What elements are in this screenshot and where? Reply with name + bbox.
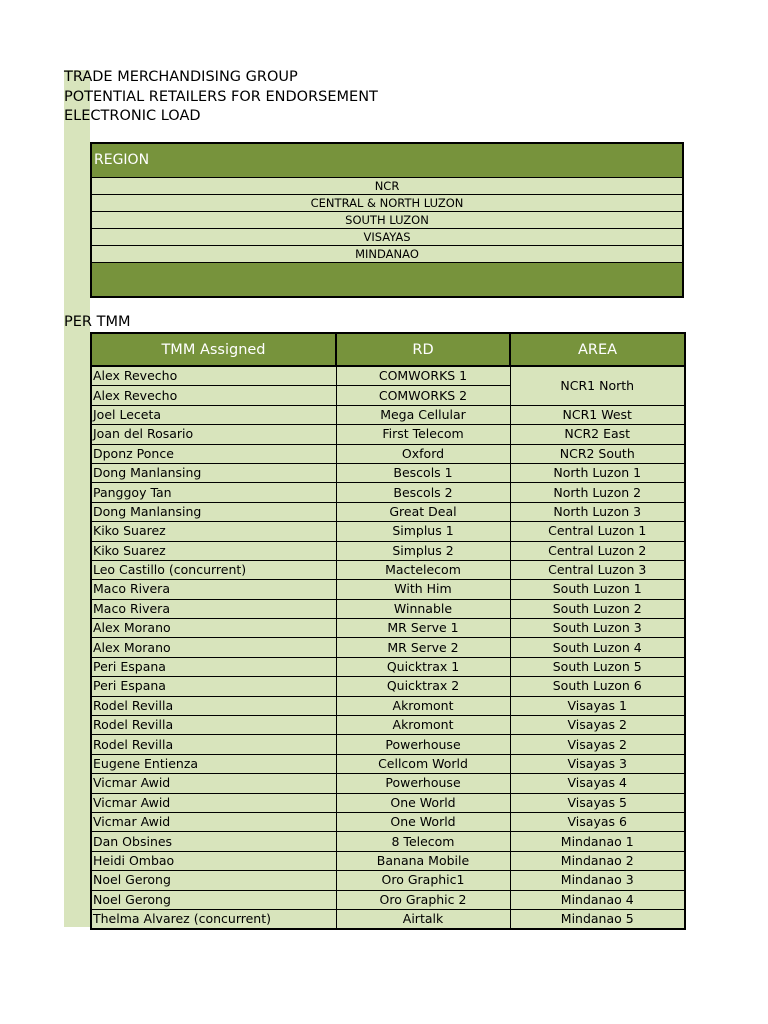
table-row xyxy=(91,463,685,482)
cell-tmm-assigned: Dponz Ponce xyxy=(91,444,336,463)
table-row xyxy=(91,502,685,521)
cell-tmm-assigned: Kiko Suarez xyxy=(91,522,336,541)
cell-area: South Luzon 5 xyxy=(510,657,685,676)
cell-area: NCR2 East xyxy=(510,425,685,444)
cell-rd: Simplus 1 xyxy=(336,522,510,541)
cell-rd: Quicktrax 2 xyxy=(336,677,510,696)
cell-rd: Akromont xyxy=(336,716,510,735)
region-row: SOUTH LUZON xyxy=(92,212,684,229)
cell-area: Mindanao 5 xyxy=(510,909,685,929)
cell-tmm-assigned: Maco Rivera xyxy=(91,580,336,599)
cell-area: Visayas 2 xyxy=(510,716,685,735)
cell-area: Mindanao 4 xyxy=(510,890,685,909)
table-row xyxy=(91,444,685,463)
left-accent-strip xyxy=(64,70,90,927)
cell-rd: Quicktrax 1 xyxy=(336,657,510,676)
table-row xyxy=(91,560,685,579)
title-line-3: ELECTRONIC LOAD xyxy=(64,108,201,124)
cell-tmm-assigned: Thelma Alvarez (concurrent) xyxy=(91,909,336,929)
table-row xyxy=(91,366,685,386)
cell-area: Visayas 2 xyxy=(510,735,685,754)
cell-tmm-assigned: Noel Gerong xyxy=(91,890,336,909)
cell-area: NCR1 North xyxy=(510,366,685,405)
region-row: MINDANAO xyxy=(92,246,684,263)
cell-rd: Bescols 1 xyxy=(336,463,510,482)
table-row xyxy=(91,619,685,638)
cell-area: Visayas 3 xyxy=(510,754,685,773)
region-row: CENTRAL & NORTH LUZON xyxy=(92,195,684,212)
cell-rd: Banana Mobile xyxy=(336,851,510,870)
table-row xyxy=(91,909,685,929)
cell-tmm-assigned: Noel Gerong xyxy=(91,871,336,890)
cell-rd: MR Serve 2 xyxy=(336,638,510,657)
cell-rd: Powerhouse xyxy=(336,735,510,754)
cell-tmm-assigned: Joel Leceta xyxy=(91,405,336,424)
cell-tmm-assigned: Kiko Suarez xyxy=(91,541,336,560)
cell-rd: Mactelecom xyxy=(336,560,510,579)
table-row xyxy=(91,657,685,676)
cell-area: Mindanao 2 xyxy=(510,851,685,870)
title-line-1: TRADE MERCHANDISING GROUP xyxy=(64,69,298,85)
cell-area: North Luzon 1 xyxy=(510,463,685,482)
cell-area: North Luzon 3 xyxy=(510,502,685,521)
cell-area: Visayas 6 xyxy=(510,812,685,831)
table-row xyxy=(91,832,685,851)
cell-rd: Winnable xyxy=(336,599,510,618)
table-row xyxy=(91,812,685,831)
table-row xyxy=(91,735,685,754)
table-row xyxy=(91,774,685,793)
table-row xyxy=(91,580,685,599)
table-row xyxy=(91,793,685,812)
region-table xyxy=(90,142,684,298)
header-rd: RD xyxy=(336,333,510,366)
cell-rd: Oxford xyxy=(336,444,510,463)
region-row: VISAYAS xyxy=(92,229,684,246)
cell-area: Mindanao 1 xyxy=(510,832,685,851)
header-tmm-assigned: TMM Assigned xyxy=(91,333,336,366)
cell-area: Mindanao 3 xyxy=(510,871,685,890)
cell-tmm-assigned: Heidi Ombao xyxy=(91,851,336,870)
cell-tmm-assigned: Peri Espana xyxy=(91,677,336,696)
cell-rd: Airtalk xyxy=(336,909,510,929)
cell-rd: One World xyxy=(336,812,510,831)
cell-tmm-assigned: Vicmar Awid xyxy=(91,774,336,793)
header-area: AREA xyxy=(510,333,685,366)
cell-rd: Oro Graphic1 xyxy=(336,871,510,890)
cell-area: South Luzon 3 xyxy=(510,619,685,638)
cell-rd: Cellcom World xyxy=(336,754,510,773)
cell-rd: Powerhouse xyxy=(336,774,510,793)
cell-area: South Luzon 1 xyxy=(510,580,685,599)
table-row xyxy=(91,851,685,870)
cell-rd: Great Deal xyxy=(336,502,510,521)
cell-tmm-assigned: Vicmar Awid xyxy=(91,793,336,812)
table-row xyxy=(91,483,685,502)
cell-tmm-assigned: Dan Obsines xyxy=(91,832,336,851)
cell-rd: Bescols 2 xyxy=(336,483,510,502)
cell-rd: 8 Telecom xyxy=(336,832,510,851)
cell-rd: MR Serve 1 xyxy=(336,619,510,638)
table-row xyxy=(91,405,685,424)
cell-area: Central Luzon 2 xyxy=(510,541,685,560)
cell-area: NCR2 South xyxy=(510,444,685,463)
cell-rd: COMWORKS 2 xyxy=(336,386,510,405)
title-line-2: POTENTIAL RETAILERS FOR ENDORSEMENT xyxy=(64,89,378,105)
cell-tmm-assigned: Eugene Entienza xyxy=(91,754,336,773)
region-header: REGION xyxy=(92,144,684,178)
table-row xyxy=(91,638,685,657)
tmm-table-body xyxy=(91,366,685,929)
table-row xyxy=(91,696,685,715)
cell-tmm-assigned: Leo Castillo (concurrent) xyxy=(91,560,336,579)
cell-tmm-assigned: Alex Revecho xyxy=(91,366,336,386)
table-row xyxy=(91,716,685,735)
cell-rd: First Telecom xyxy=(336,425,510,444)
table-row xyxy=(91,425,685,444)
cell-area: NCR1 West xyxy=(510,405,685,424)
cell-area: North Luzon 2 xyxy=(510,483,685,502)
cell-tmm-assigned: Peri Espana xyxy=(91,657,336,676)
region-footer xyxy=(92,263,684,296)
cell-tmm-assigned: Rodel Revilla xyxy=(91,716,336,735)
cell-area: Central Luzon 3 xyxy=(510,560,685,579)
cell-tmm-assigned: Rodel Revilla xyxy=(91,735,336,754)
table-row xyxy=(91,754,685,773)
table-row xyxy=(91,871,685,890)
cell-area: South Luzon 2 xyxy=(510,599,685,618)
cell-rd: One World xyxy=(336,793,510,812)
cell-tmm-assigned: Maco Rivera xyxy=(91,599,336,618)
table-row xyxy=(91,541,685,560)
cell-rd: With Him xyxy=(336,580,510,599)
tmm-header-row xyxy=(91,333,685,366)
cell-area: Visayas 1 xyxy=(510,696,685,715)
cell-area: South Luzon 4 xyxy=(510,638,685,657)
cell-tmm-assigned: Panggoy Tan xyxy=(91,483,336,502)
table-row xyxy=(91,599,685,618)
cell-tmm-assigned: Dong Manlansing xyxy=(91,463,336,482)
cell-area: Central Luzon 1 xyxy=(510,522,685,541)
cell-rd: Simplus 2 xyxy=(336,541,510,560)
cell-tmm-assigned: Vicmar Awid xyxy=(91,812,336,831)
cell-area: Visayas 5 xyxy=(510,793,685,812)
cell-rd: Mega Cellular xyxy=(336,405,510,424)
cell-tmm-assigned: Alex Revecho xyxy=(91,386,336,405)
table-row xyxy=(91,890,685,909)
table-row xyxy=(91,522,685,541)
per-tmm-label: PER TMM xyxy=(64,314,131,330)
cell-rd: Oro Graphic 2 xyxy=(336,890,510,909)
cell-rd: COMWORKS 1 xyxy=(336,366,510,386)
cell-area: South Luzon 6 xyxy=(510,677,685,696)
cell-tmm-assigned: Dong Manlansing xyxy=(91,502,336,521)
cell-tmm-assigned: Rodel Revilla xyxy=(91,696,336,715)
region-row: NCR xyxy=(92,178,684,195)
cell-area: Visayas 4 xyxy=(510,774,685,793)
cell-tmm-assigned: Alex Morano xyxy=(91,638,336,657)
cell-tmm-assigned: Alex Morano xyxy=(91,619,336,638)
cell-tmm-assigned: Joan del Rosario xyxy=(91,425,336,444)
tmm-table xyxy=(90,332,686,930)
cell-rd: Akromont xyxy=(336,696,510,715)
table-row xyxy=(91,677,685,696)
